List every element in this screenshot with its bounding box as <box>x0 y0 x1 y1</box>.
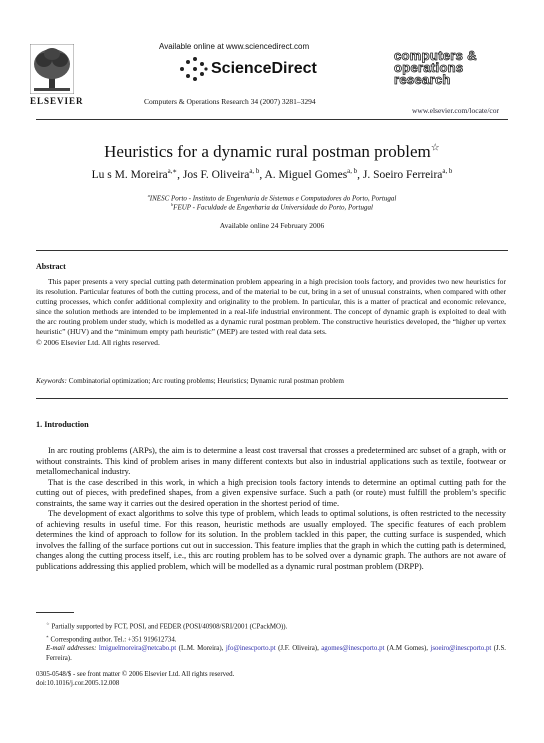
footnote-funding: ☆ Partially supported by FCT, POSI, and FEDER (POSI/40908/SRI/2001 (CPackMO)). <box>46 621 288 631</box>
author-2[interactable]: Jos F. Oliveira$^{a, b}$ <box>182 168 260 181</box>
issn-line: 0305-0548/$ - see front matter © 2006 Elsevier Ltd. All rights reserved. <box>36 671 235 678</box>
keywords-label: Keywords: <box>36 377 67 385</box>
abstract-heading: Abstract <box>36 262 66 271</box>
footnote-corresponding: ∗ Corresponding author. Tel.: +351 919612734. <box>46 633 177 643</box>
intro-paragraph-3: The development of exact algorithms to solve this type of problem, which leads to optimal solutions, is often restricted to the necessity of achieving results in useful time. For this reason, heuristic methods are usually employed. The specific features of each problem determines the kind of approach to follow for its solution. In the problem tackled in this paper, the cutting surface is suspended, which involves the falling of the surface portions cut out in succession. This feature implies that the graph in which the cutting path is determined, changes along the cutting process itself, i.e., this arc routing problem has to be solved over a dynamic graph. The authors are not aware of publications addressing this applied problem, which will be modelled as a dynamic rural postman problem (DRPP). <box>36 509 506 571</box>
footnote-emails: E-mail addresses: lmiguelmoreira@netcabo.pt (L.M. Moreira), jfo@inescporto.pt (J.F. Oliveira), agomes@inescporto.pt (A.M Gomes), jsoeiro@inescporto.pt (J.S. Ferreira). <box>46 645 507 662</box>
sciencedirect-logo-text[interactable]: ScienceDirect <box>211 60 317 77</box>
footnotes <box>36 619 506 663</box>
publication-info <box>36 670 436 689</box>
author-3[interactable]: A. Miguel Gomes$^{a, b}$ <box>264 168 358 181</box>
article-title <box>0 142 544 162</box>
email-link-ferreira[interactable]: jsoeiro@inescporto.pt <box>430 645 492 653</box>
sciencedirect-dots-icon <box>178 56 208 82</box>
intro-paragraph-2: That is the case described in this work, in which a high precision tools factory intends to determine an optimal cutting path for the cutting out of pieces, with predefined shapes, from a given expensive surface. Such a path (or route) must fulfill the problem’s specific constraints, the same way it carries out the desired operation in the shortest period of time. <box>36 477 506 508</box>
affiliation-b: $^b$FEUP - Faculdade de Engenharia da Universidade do Porto, Portugal <box>171 202 373 212</box>
brand-line-1: computers & <box>394 48 477 63</box>
footnote-divider <box>36 612 74 613</box>
title-footnote-mark[interactable]: ☆ <box>430 142 440 154</box>
journal-citation: Computers & Operations Research 34 (2007) 3281–3294 <box>144 97 316 106</box>
keywords-list: Combinatorial optimization; Arc routing problems; Heuristics; Dynamic rural postman problem <box>68 377 344 385</box>
affiliation-a: $^a$INESC Porto - Instituto de Engenharia de Sistemas e Computadores do Porto, Portugal <box>147 193 397 203</box>
available-online-date: Available online 24 February 2006 <box>219 221 325 230</box>
intro-paragraph-1: In arc routing problems (ARPs), the aim is to determine a least cost traversal that crosses a predetermined arc subset of a graph, with or without constraints. This kind of problem arises in many different contexts but also in industrial applications such as textile, footwear or metallomechanical industry. <box>36 446 506 476</box>
email-link-moreira[interactable]: lmiguelmoreira@netcabo.pt <box>98 645 177 653</box>
email-link-gomes[interactable]: agomes@inescporto.pt <box>321 645 385 653</box>
email-link-oliveira[interactable]: jfo@inescporto.pt <box>225 645 276 653</box>
article-title-text: Heuristics for a dynamic rural postman problem <box>104 142 431 161</box>
publisher-name: ELSEVIER <box>30 96 84 106</box>
journal-brand-logo <box>394 50 512 86</box>
author-4[interactable]: J. Soeiro Ferreira$^{a, b}$ <box>362 168 453 181</box>
brand-line-2: operations <box>394 60 464 75</box>
abstract-bottom-divider <box>36 398 508 399</box>
section-body-introduction <box>36 446 506 572</box>
journal-url-link[interactable]: www.elsevier.com/locate/cor <box>412 106 499 115</box>
abstract-paragraph: This paper presents a very special cutting path determination problem appearing in a high precision tools factory, and provides two new heuristics for its resolution. Particular features of both the cutting process, and of the material to be cut, bring in a set of unusual constraints, when compared with other cutting processes, which confer additional complexity and originality to the problem. In particular, this is a matter of practical and economic relevance, since the solution methods are intended to be implemented in a real-life industrial environment. The concept of dynamic graph is exploited to deal with the arc routing problem under study, which is modelled as a dynamic rural postman problem. The constructive heuristics developed, the “higher up vertex heuristic” (HUV) and the “minimum empty path heuristic” (MEP) are tested with real data sets. <box>36 277 506 337</box>
available-online-text[interactable]: Available online at www.sciencedirect.com <box>159 42 310 51</box>
abstract-copyright: © 2006 Elsevier Ltd. All rights reserved. <box>36 337 160 347</box>
keywords-line <box>36 377 506 385</box>
abstract-body <box>36 277 506 348</box>
author-list: Lu s M. Moreira$^{a,∗}$, Jos F. Oliveira$^{a, b}$, A. Miguel Gomes$^{a, b}$, J. Soeiro Ferreira$^{a, b}$ <box>91 168 453 181</box>
doi-line[interactable]: doi:10.1016/j.cor.2005.12.008 <box>36 680 120 688</box>
brand-line-3: research <box>394 72 451 87</box>
author-1[interactable]: Lu s M. Moreira$^{a,∗}$ <box>91 168 178 181</box>
abstract-top-divider <box>36 250 508 251</box>
header-divider <box>36 119 508 120</box>
elsevier-tree-logo-icon <box>30 44 74 94</box>
section-heading-introduction: 1. Introduction <box>36 420 89 429</box>
